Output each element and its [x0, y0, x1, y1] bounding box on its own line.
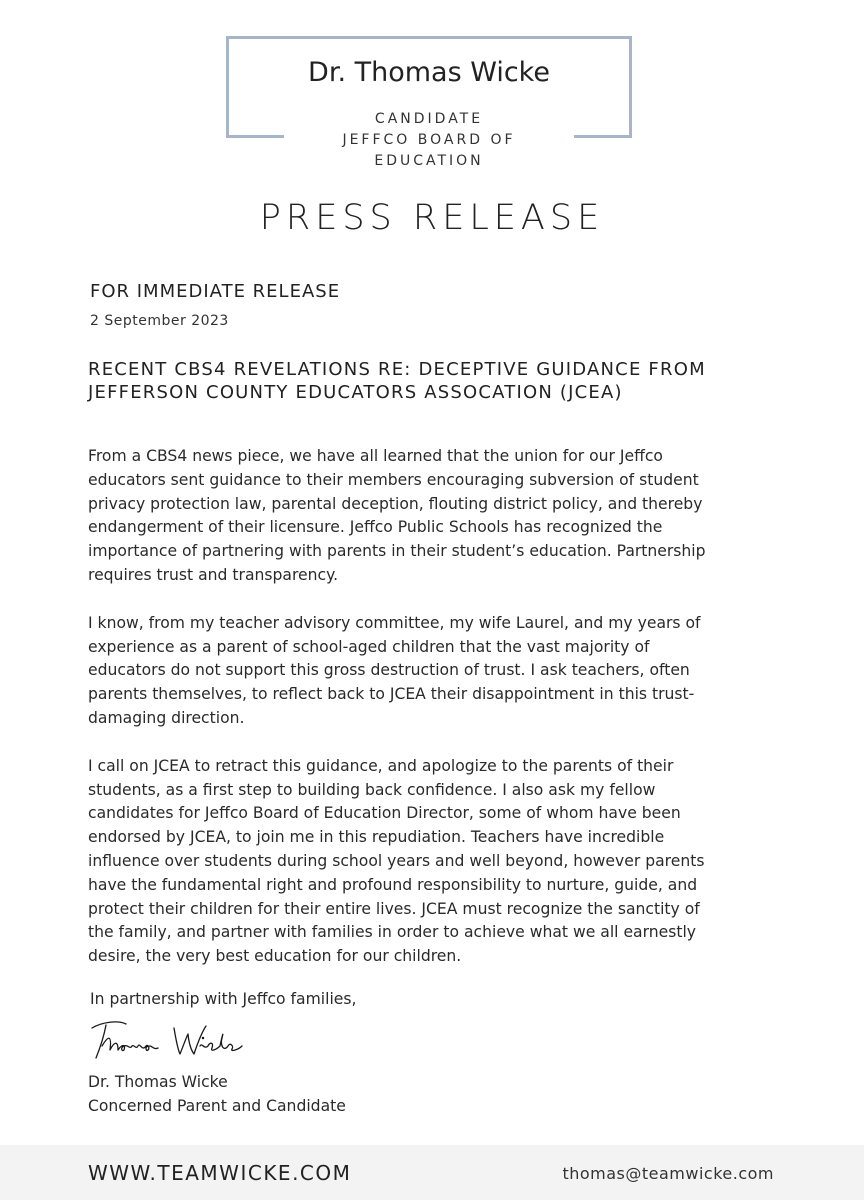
headline-line: RECENT CBS4 REVELATIONS RE: DECEPTIVE GUIDANCE FROM	[88, 359, 706, 380]
body-line: requires trust and transparency.	[88, 565, 339, 584]
release-date: 2 September 2023	[90, 313, 229, 329]
body-line: educators do not support this gross destruction of trust. I ask teachers, often	[88, 661, 690, 680]
subtitle-line-2: JEFFCO BOARD OF	[342, 132, 516, 148]
body-line: parents themselves, to reflect back to JCEA their disappointment in this trust-	[88, 685, 695, 704]
paragraph-2	[88, 612, 788, 731]
body-line: candidates for Jeffco Board of Education Director, some of whom have been	[88, 804, 681, 823]
headline	[88, 358, 768, 404]
body-line: privacy protection law, parental deception, flouting district policy, and thereby	[88, 494, 703, 513]
candidate-name: Dr. Thomas Wicke	[308, 57, 550, 88]
body-line: have the fundamental right and profound responsibility to nurture, guide, and	[88, 875, 698, 894]
body-line: influence over students during school years and well beyond, however parents	[88, 851, 705, 870]
body-line: endangerment of their licensure. Jeffco Public Schools has recognized the	[88, 518, 663, 537]
body-line: I know, from my teacher advisory committee, my wife Laurel, and my years of	[88, 613, 701, 632]
signer-role: Concerned Parent and Candidate	[88, 1097, 346, 1115]
body-line: the family, and partner with families in order to achieve what we all earnestly	[88, 923, 697, 942]
body-line: protect their children for their entire lives. JCEA must recognize the sanctity of	[88, 899, 700, 918]
body-line: educators sent guidance to their members encouraging subversion of student	[88, 470, 699, 489]
email-link[interactable]: thomas@teamwicke.com	[562, 1164, 774, 1183]
page-title: PRESS RELEASE	[259, 198, 605, 238]
website-link[interactable]: WWW.TEAMWICKE.COM	[88, 1161, 352, 1185]
subtitle-line-1: CANDIDATE	[374, 111, 484, 127]
body-line: I call on JCEA to retract this guidance, and apologize to the parents of their	[88, 756, 674, 775]
body-line: desire, the very best education for our children.	[88, 947, 462, 966]
body-line: endorsed by JCEA, to join me in this repudiation. Teachers have incredible	[88, 828, 665, 847]
body-line: From a CBS4 news piece, we have all learned that the union for our Jeffco	[88, 447, 663, 465]
body-line: importance of partnering with parents in their student’s education. Partnership	[88, 542, 706, 561]
release-label: FOR IMMEDIATE RELEASE	[90, 281, 341, 302]
candidate-subtitle	[284, 109, 574, 172]
subtitle-line-3: EDUCATION	[374, 153, 484, 169]
body-line: damaging direction.	[88, 708, 245, 727]
closing-line: In partnership with Jeffco families,	[90, 990, 357, 1008]
paragraph-1	[88, 445, 788, 588]
signer-block	[88, 1070, 346, 1118]
signer-name: Dr. Thomas Wicke	[88, 1073, 228, 1091]
paragraph-3	[88, 755, 788, 969]
candidate-logo-box	[226, 36, 632, 169]
handwritten-signature	[88, 1016, 248, 1066]
body-line: students, as a first step to building back confidence. I also ask my fellow	[88, 780, 656, 799]
headline-line: JEFFERSON COUNTY EDUCATORS ASSOCATION (JCEA)	[88, 382, 623, 403]
footer-bar	[0, 1145, 864, 1200]
body-text	[88, 445, 788, 993]
body-line: experience as a parent of school-aged children that the vast majority of	[88, 637, 650, 656]
